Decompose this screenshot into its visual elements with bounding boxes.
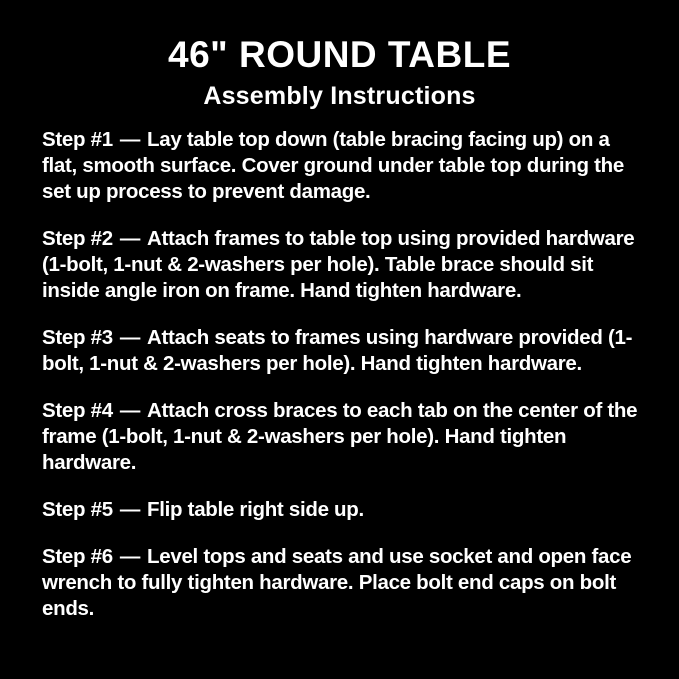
step-1-text: Lay table top down (table bracing facing up) on a flat, smooth surface. Cover ground under table top during the set up process to prevent damage. (42, 127, 624, 203)
step-6 (42, 544, 641, 622)
step-4-text: Attach cross braces to each tab on the center of the frame (1-bolt, 1-nut & 2-washers per hole). Hand tighten hardware. (42, 398, 638, 474)
step-2-separator: — (119, 226, 141, 250)
step-1 (42, 127, 641, 205)
step-4-label: Step #4 (42, 398, 113, 422)
step-1-separator: — (119, 127, 141, 151)
step-4 (42, 398, 641, 476)
page-subtitle: Assembly Instructions (203, 81, 476, 110)
step-5 (42, 497, 641, 523)
step-3-label: Step #3 (42, 325, 113, 349)
step-6-text: Level tops and seats and use socket and open face wrench to fully tighten hardware. Place bolt end caps on bolt ends. (42, 544, 632, 620)
step-1-label: Step #1 (42, 127, 113, 151)
step-3-separator: — (119, 325, 141, 349)
step-6-separator: — (119, 544, 141, 568)
step-2-label: Step #2 (42, 226, 113, 250)
step-4-separator: — (119, 398, 141, 422)
step-5-separator: — (119, 497, 141, 521)
steps-list (0, 111, 679, 622)
page-title: 46" ROUND TABLE (168, 34, 511, 75)
step-6-label: Step #6 (42, 544, 113, 568)
step-5-label: Step #5 (42, 497, 113, 521)
step-3-text: Attach seats to frames using hardware provided (1-bolt, 1-nut & 2-washers per hole). Hand tighten hardware. (42, 325, 633, 375)
step-2 (42, 226, 641, 304)
header (0, 0, 679, 111)
step-3 (42, 325, 641, 377)
step-5-text: Flip table right side up. (147, 497, 364, 521)
step-2-text: Attach frames to table top using provided hardware (1-bolt, 1-nut & 2-washers per hole). Table brace should sit inside angle iron on frame. Hand tighten hardware. (42, 226, 635, 302)
